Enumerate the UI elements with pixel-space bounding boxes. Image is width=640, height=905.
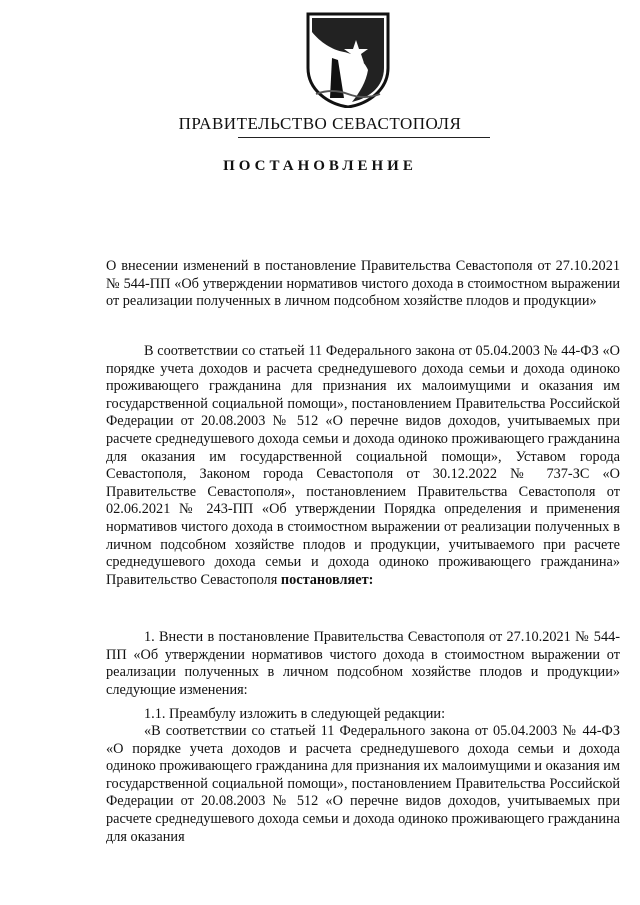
preamble-text: В соответствии со статьей 11 Федерального закона от 05.04.2003 № 44-ФЗ «О порядке учета доходов и расчета среднедушевого дохода семьи и дохода одиноко проживающего гражданина для признания их малоимущими и оказания им государственной социальной помощи», постановлением Правительства Российской Федерации от 20.08.2003 № 512 «О перечне видов доходов, учитываемых при расчете среднедушевого дохода семьи и дохода одиноко проживающего гражданина для оказания им государственной социальной помощи», Уставом города Севастополя, Законом города Севастополя от 30.12.2022 № 737-ЗС «О Правительстве Севастополя», постановлением Правительства Севастополя от 02.06.2021 № 243-ПП «Об утверждении Порядка определения и применения нормативов чистого дохода в стоимостном выражении от реализации полученных в личном подсобном хозяйстве плодов и продукции, учитываемого при расчете среднедушевого дохода семьи и дохода одиноко проживающего гражданина» Правительство Севастополя — [106, 343, 620, 588]
decree-word: постановляет: — [280, 571, 374, 588]
document-subject — [106, 258, 620, 311]
subject-text: О внесении изменений в постановление Правительства Севастополя от 27.10.2021 № 544-ПП «Об утверждении нормативов чистого дохода в стоимостном выражении от реализации полученных в личном подсобном хозяйстве плодов и продукции» — [106, 258, 620, 310]
item-1-1-quote — [106, 723, 620, 846]
document-type: ПОСТАНОВЛЕНИЕ — [223, 158, 417, 174]
item-1-text: 1. Внести в постановление Правительства Севастополя от 27.10.2021 № 544-ПП «Об утверждении нормативов чистого дохода в стоимостном выражении от реализации полученных в личном подсобном хозяйстве плодов и продукции» следующие изменения: — [106, 629, 620, 698]
coat-of-arms-icon — [302, 10, 394, 108]
item-1-1 — [106, 706, 620, 724]
preamble-paragraph — [106, 343, 620, 589]
item-1-1-quote-text: «В соответствии со статьей 11 Федерального закона от 05.04.2003 № 44-ФЗ «О порядке учета доходов и расчета среднедушевого дохода семьи и дохода одиноко проживающего гражданина для признания их малоимущими и оказания им государственной социальной помощи», постановлением Правительства Российской Федерации от 20.08.2003 № 512 «О перечне видов доходов, учитываемых при расчете среднедушевого дохода семьи и дохода одиноко проживающего гражданина для оказания — [106, 723, 620, 845]
item-1 — [106, 629, 620, 699]
item-1-1-text: 1.1. Преамбулу изложить в следующей редакции: — [144, 706, 446, 722]
organization-underline — [238, 137, 490, 138]
organization-name: ПРАВИТЕЛЬСТВО СЕВАСТОПОЛЯ — [178, 114, 462, 133]
